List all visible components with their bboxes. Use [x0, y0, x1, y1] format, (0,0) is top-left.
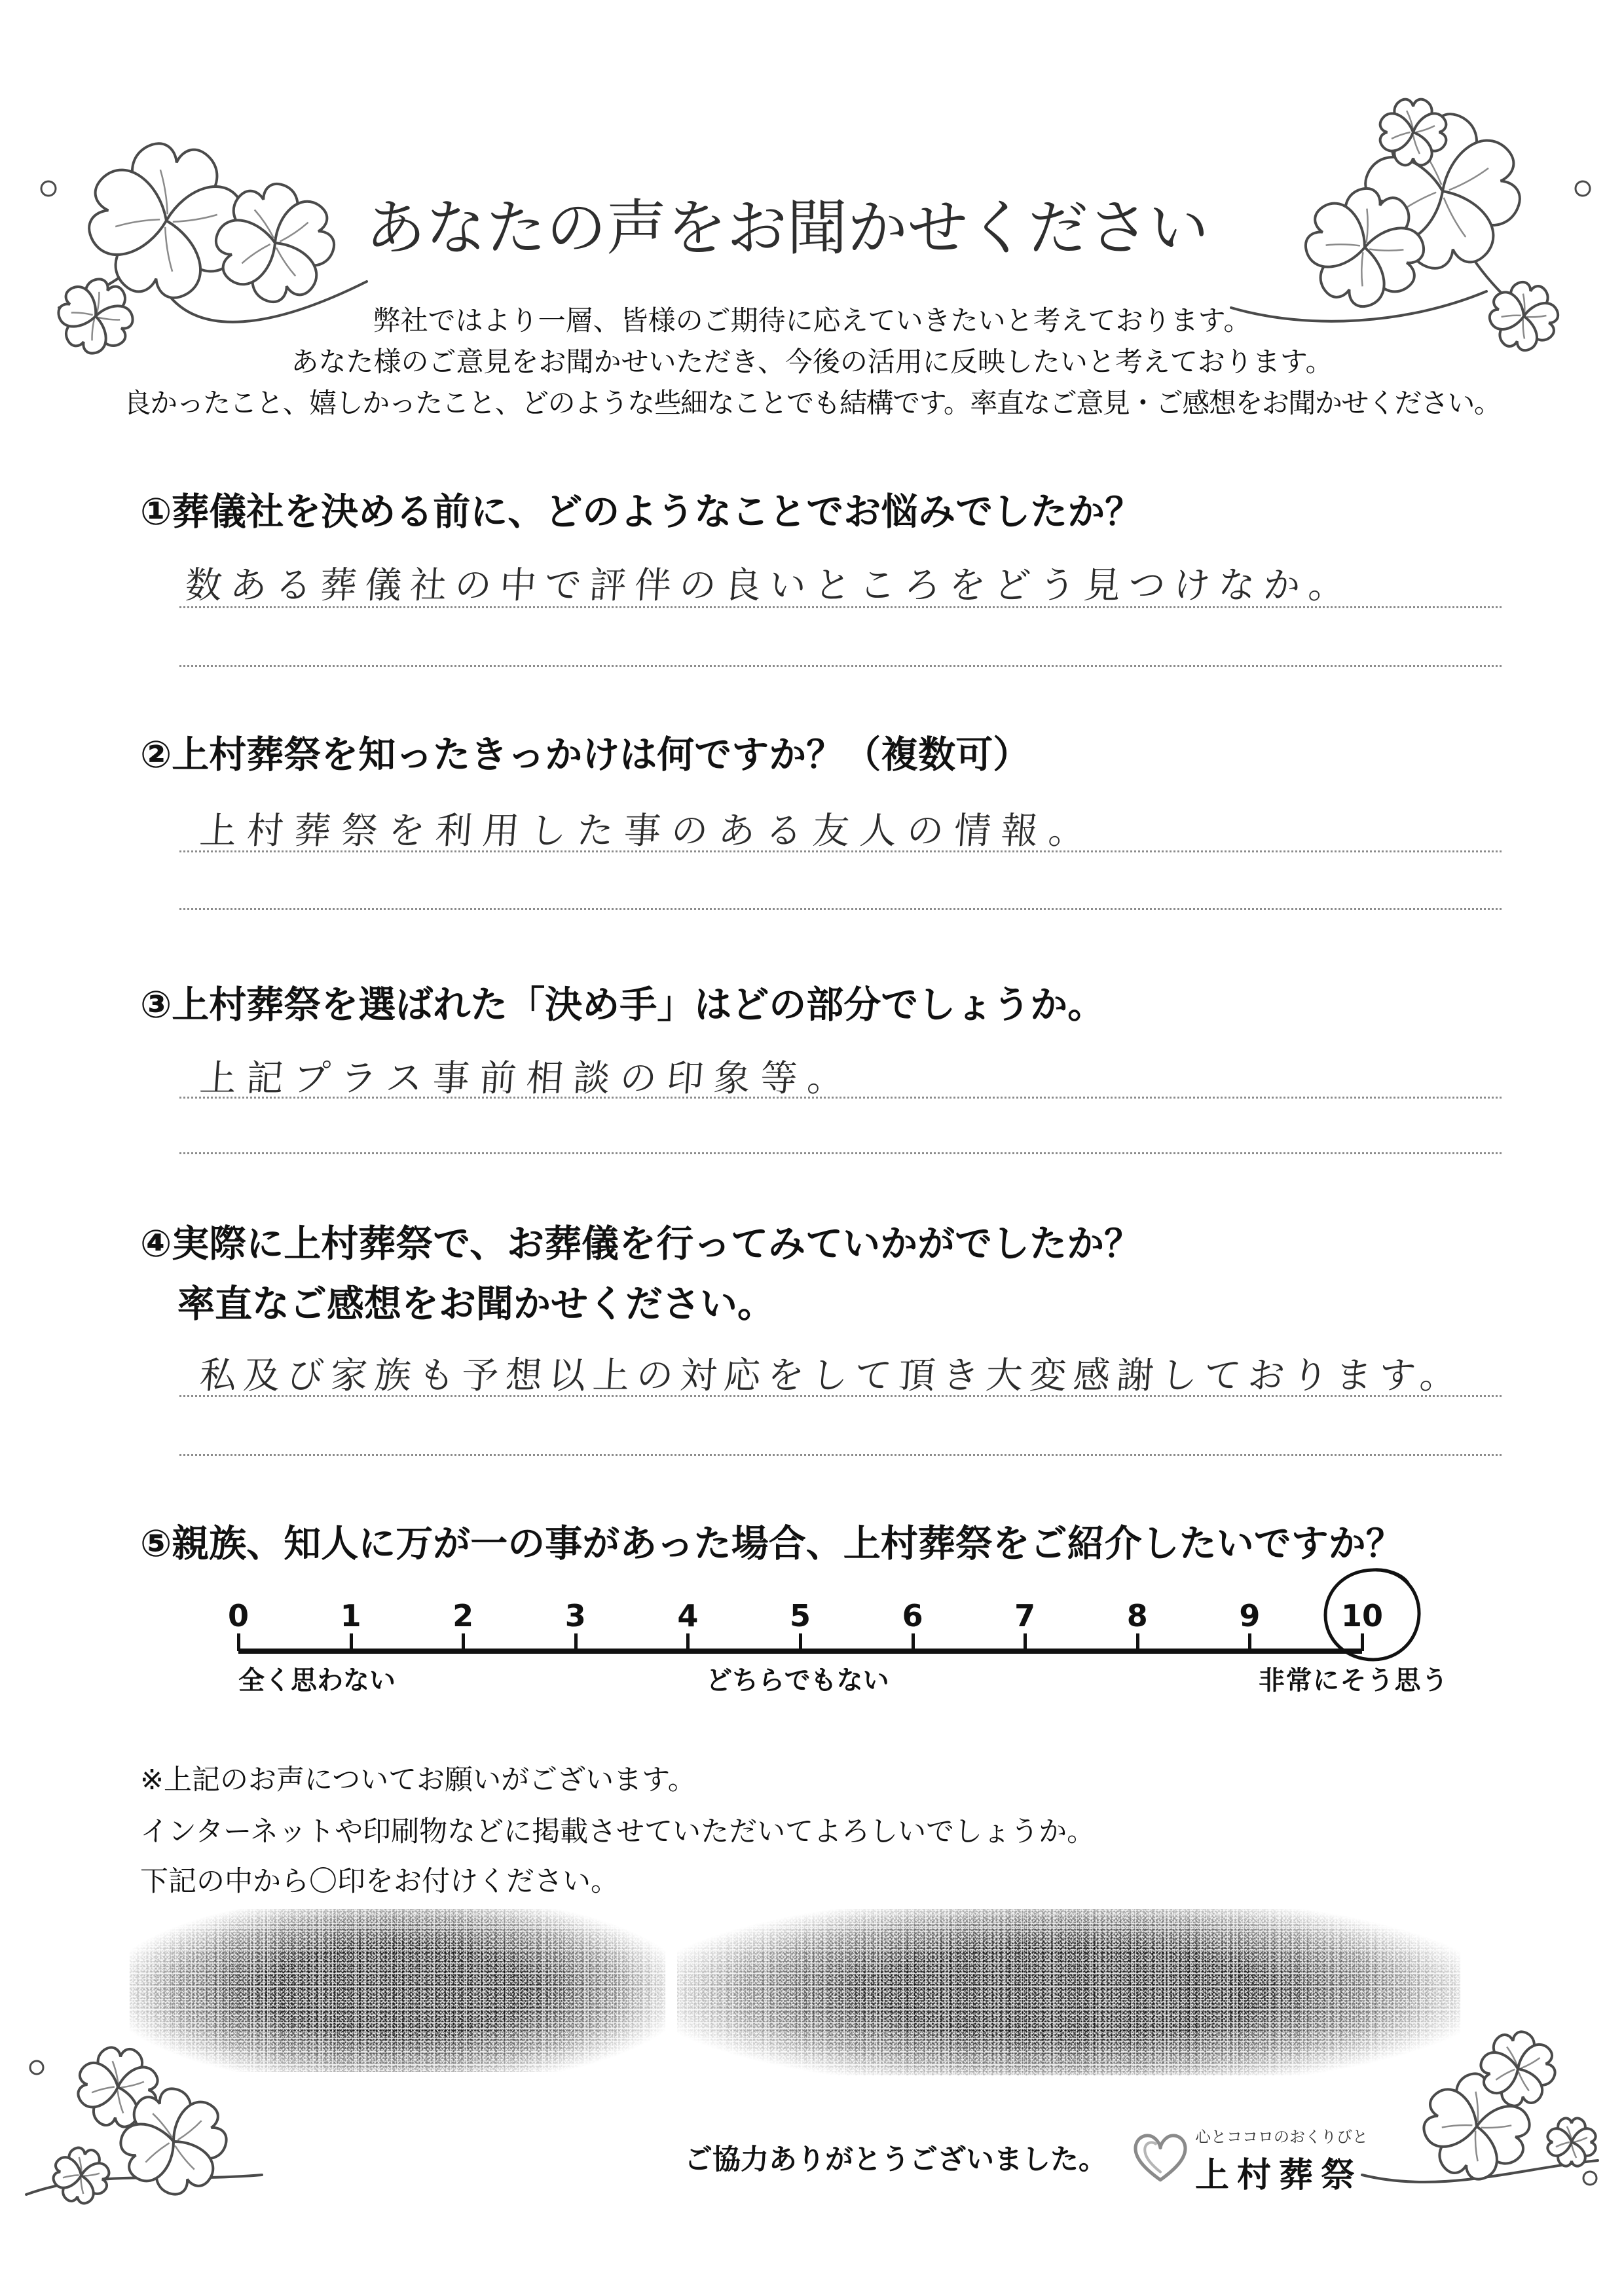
- four-leaf-clover-icon: [50, 2144, 112, 2206]
- clover-vein: [84, 2171, 100, 2179]
- clover-leaf: [1435, 136, 1524, 233]
- clover-vein: [1392, 132, 1411, 139]
- clover-leaf: [1479, 2049, 1521, 2095]
- four-leaf-clover-icon: [205, 173, 344, 312]
- question-2-label: ②上村葬祭を知ったきっかけは何ですか？（複数可）: [140, 733, 1031, 776]
- clover-vein: [121, 2080, 144, 2090]
- answer-line: [179, 1097, 1502, 1099]
- clover-vein: [1407, 111, 1413, 130]
- clover-leaf: [1492, 2030, 1538, 2072]
- clover-leaf: [124, 139, 221, 228]
- clover-vein: [276, 245, 295, 279]
- clover-vein: [1442, 2118, 1473, 2135]
- clover-vein: [77, 2157, 84, 2173]
- clover-leaf: [116, 2114, 183, 2186]
- clover-leaf: [116, 2065, 158, 2113]
- clover-leaf: [1449, 2069, 1518, 2134]
- clover-vein: [78, 2178, 86, 2194]
- intro-line: 弊社ではより一層、皆様のご期待に応えていきたいと考えております。: [373, 304, 1251, 337]
- clover-leaf: [1469, 2098, 1534, 2168]
- question-1-label: ①葬儀社を決める前に、どのようなことでお悩みでしたか？: [140, 490, 1143, 534]
- scale-number: 8: [1126, 1598, 1148, 1633]
- clover-leaf: [1300, 198, 1376, 278]
- four-leaf-clover-icon: [108, 2076, 238, 2206]
- clover-vein: [1507, 2046, 1517, 2068]
- clover-vein: [1444, 195, 1466, 240]
- answer-line: [179, 665, 1502, 667]
- selected-rating-circle: [1316, 1562, 1428, 1667]
- clover-leaf: [1435, 2119, 1505, 2183]
- answer-line: [179, 850, 1502, 852]
- answer-line: [179, 908, 1502, 910]
- clover-vein: [277, 223, 311, 242]
- clover-vein: [116, 2090, 126, 2113]
- clover-vein: [1369, 239, 1403, 261]
- clover-vein: [174, 2121, 205, 2140]
- clover-leaf: [1558, 2142, 1585, 2166]
- answer-line: [179, 606, 1502, 608]
- thanks-message: ご協力ありがとうございました。: [684, 2143, 1107, 2176]
- clover-leaf: [85, 166, 174, 263]
- scale-number: 10: [1340, 1598, 1384, 1633]
- clover-leaf: [52, 2156, 84, 2191]
- clover-leaf: [66, 2146, 101, 2178]
- clover-vein: [158, 227, 179, 272]
- four-leaf-clover-icon: [1547, 2118, 1595, 2166]
- question-3-label: ③上村葬祭を選ばれた「決め手」はどの部分でしょうか。: [140, 983, 1105, 1027]
- scale-number: 5: [789, 1598, 811, 1633]
- clover-vein: [92, 2085, 115, 2095]
- clover-leaf: [1498, 2066, 1544, 2108]
- clover-leaf: [1572, 2128, 1596, 2156]
- question-5-label: ⑤親族、知人に万が一の事があった場合、上村葬祭をご紹介したいですか？: [140, 1522, 1403, 1565]
- clover-vein: [115, 212, 160, 234]
- rating-scale-line: [238, 1649, 1362, 1654]
- clover-vein: [1572, 2144, 1576, 2158]
- clover-vein: [153, 2110, 172, 2141]
- scale-number: 6: [902, 1598, 923, 1633]
- clover-leaf: [1394, 132, 1431, 165]
- clover-leaf: [1420, 2085, 1484, 2155]
- four-leaf-clover-icon: [1292, 175, 1438, 321]
- clover-leaf: [1388, 110, 1485, 198]
- clover-vein: [175, 2142, 194, 2173]
- clover-vein: [1481, 2118, 1512, 2135]
- clover-leaf: [1413, 113, 1446, 151]
- clover-vein: [1556, 2142, 1570, 2147]
- intro-line: 良かったこと、嬉しかったこと、どのような些細なことでも結構です。率直なご意見・ご感想をお聞かせください。: [123, 387, 1501, 419]
- clover-vein: [1326, 235, 1360, 257]
- answer-line: [179, 1454, 1502, 1456]
- question-1-answer: 数ある葬儀社の中で評伴の良いところをどう見つけなか。: [183, 564, 1355, 607]
- four-leaf-clover-icon: [1476, 2027, 1559, 2110]
- clover-vein: [142, 2143, 173, 2162]
- scale-number: 4: [677, 1598, 699, 1633]
- page-title: あなたの声をお聞かせください: [365, 193, 1209, 263]
- clover-vein: [1520, 2058, 1541, 2068]
- consent-note-line: ※上記のお声についてお願いがございます。: [140, 1764, 696, 1796]
- redacted-consent-option-right: [677, 1909, 1460, 2075]
- clover-vein: [1468, 2131, 1485, 2162]
- clover-vein: [1394, 192, 1439, 214]
- clover-leaf: [1380, 113, 1413, 151]
- question-4-answer: 私及び家族も予想以上の対応をして頂き大変感謝しております。: [198, 1355, 1466, 1397]
- clover-leaf: [129, 2084, 201, 2151]
- clover-leaf: [1361, 149, 1450, 246]
- clover-vein: [1356, 209, 1378, 243]
- scale-number: 9: [1239, 1598, 1261, 1633]
- clover-leaf: [267, 197, 339, 274]
- clover-leaf: [92, 2085, 140, 2128]
- scale-label-low: 全く思わない: [238, 1666, 396, 1696]
- scale-label-high: 非常にそう思う: [1259, 1666, 1449, 1696]
- redacted-consent-option-left: [130, 1909, 665, 2072]
- clover-leaf: [159, 179, 248, 276]
- clover-vein: [1519, 2071, 1529, 2092]
- clover-vein: [111, 2061, 120, 2084]
- scale-label-mid: どちらでもない: [706, 1666, 889, 1696]
- clover-leaf: [1394, 100, 1431, 132]
- company-tagline: 心とココロのおくりびと: [1195, 2128, 1368, 2146]
- clover-vein: [153, 170, 175, 214]
- clover-leaf: [1354, 217, 1430, 298]
- answer-line: [179, 1395, 1502, 1397]
- question-4-label: ④実際に上村葬祭で、お葬儀を行ってみていかがでしたか？: [140, 1222, 1142, 1266]
- clover-leaf: [77, 2062, 120, 2109]
- clover-vein: [239, 244, 273, 263]
- answer-line: [179, 1152, 1502, 1154]
- clover-leaf: [229, 179, 306, 251]
- clover-vein: [1468, 2092, 1485, 2123]
- question-3-answer: 上記プラス事前相談の印象等。: [198, 1057, 856, 1100]
- four-leaf-clover-icon: [1356, 104, 1529, 278]
- clover-leaf: [1315, 236, 1395, 312]
- clover-vein: [1447, 168, 1491, 190]
- clover-leaf: [164, 2097, 231, 2169]
- clover-vein: [1413, 135, 1420, 154]
- clover-leaf: [1335, 183, 1415, 259]
- clover-leaf: [1515, 2043, 1557, 2089]
- scale-number: 3: [564, 1598, 586, 1633]
- clover-vein: [1352, 252, 1374, 286]
- clover-vein: [1420, 143, 1441, 187]
- consent-note-line: 下記の中から〇印をお付けください。: [140, 1865, 619, 1898]
- clover-leaf: [111, 213, 208, 302]
- consent-note-line: インターネットや印刷物などに掲載させていただいてよろしいでしょうか。: [140, 1815, 1096, 1848]
- scale-number: 7: [1014, 1598, 1036, 1633]
- heart-logo-icon: [1130, 2128, 1190, 2188]
- clover-vein: [1567, 2126, 1572, 2140]
- clover-leaf: [79, 2160, 111, 2195]
- clover-leaf: [244, 234, 321, 306]
- four-leaf-clover-icon: [79, 134, 253, 307]
- question-2-answer: 上村葬祭を利用した事のある友人の情報。: [198, 810, 1098, 852]
- scale-number: 1: [340, 1598, 361, 1633]
- clover-leaf: [1401, 184, 1498, 272]
- four-leaf-clover-icon: [1414, 2064, 1540, 2189]
- clover-vein: [1574, 2138, 1587, 2142]
- question-4-label-line2: 率直なご感想をお聞かせください。: [177, 1283, 775, 1326]
- intro-line: あなた様のご意見をお聞かせいただき、今後の活用に反映したいと考えております。: [291, 346, 1333, 378]
- clover-vein: [63, 2172, 79, 2180]
- company-name: 上村葬祭: [1195, 2156, 1363, 2195]
- clover-leaf: [1558, 2118, 1585, 2142]
- four-leaf-clover-icon: [1380, 100, 1447, 166]
- scale-number: 2: [452, 1598, 474, 1633]
- clover-leaf: [146, 2132, 218, 2199]
- clover-vein: [173, 208, 217, 229]
- clover-leaf: [62, 2173, 96, 2205]
- clover-vein: [1495, 2069, 1517, 2080]
- clover-vein: [255, 207, 274, 241]
- clover-vein: [1416, 126, 1435, 132]
- clover-leaf: [212, 211, 284, 289]
- clover-leaf: [1547, 2128, 1572, 2156]
- scale-number: 0: [227, 1598, 249, 1633]
